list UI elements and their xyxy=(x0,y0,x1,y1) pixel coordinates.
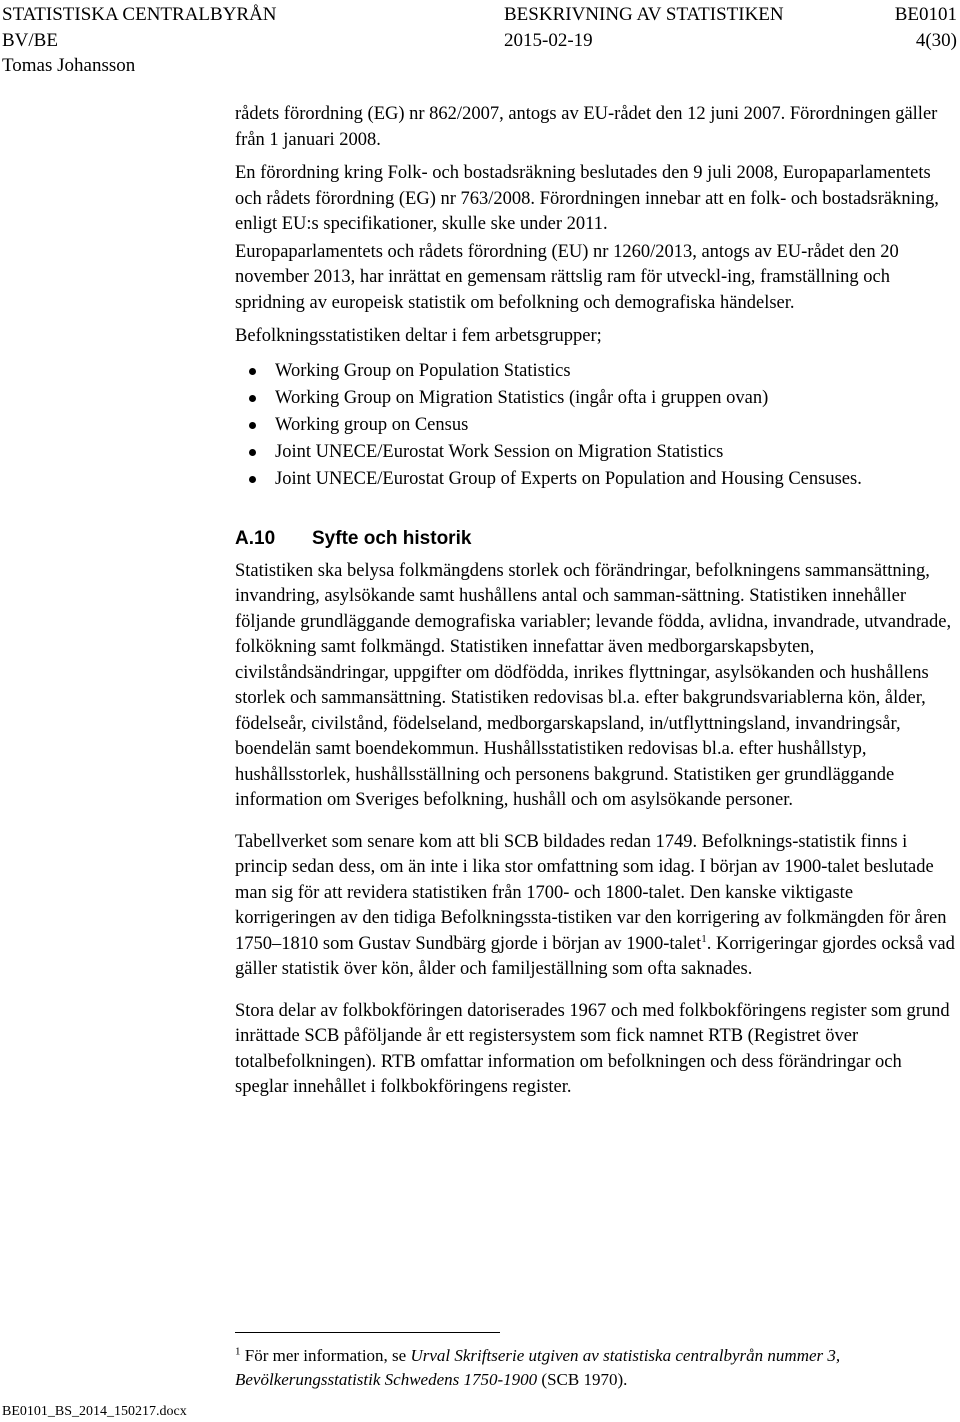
footnote-citation-title: Urval Skriftserie utgiven av statistiska centralbyrån nummer 3, Bevölkerungsstatistik Schwedens 1750-1900 xyxy=(235,1346,841,1389)
section-number: A.10 xyxy=(235,527,276,549)
bullet-icon xyxy=(249,476,256,483)
footnote: $^1$ För mer information, se Urval Skriftserie utgiven av statistiska centralbyrån nummer 3, Bevölkerungsstatistik Schwedens 1750-1900 (SCB 1970). xyxy=(235,1345,841,1389)
section-title: Syfte och historik xyxy=(312,527,472,549)
list-item: Working group on Census xyxy=(235,412,955,439)
header-org: STATISTISKA CENTRALBYRÅN xyxy=(2,4,277,25)
list-item: Joint UNECE/Eurostat Work Session on Migration Statistics xyxy=(235,439,955,466)
bullet-icon xyxy=(249,368,256,375)
footnote-reference[interactable]: 1 xyxy=(701,932,707,945)
header-date: 2015-02-19 xyxy=(504,30,593,51)
footer-filename: BE0101_BS_2014_150217.docx xyxy=(2,1404,187,1419)
paragraph-regulation-862: rådets förordning (EG) nr 862/2007, antogs av EU-rådet den 12 juni 2007. Förordningen gäller från 1 januari 2008. xyxy=(235,104,938,150)
paragraph-rtb-register: Stora delar av folkbokföringen datoriserades 1967 och med folkbokföringens register som grund inrättade SCB påföljande år ett registersystem som fick namnet RTB (Registret över totalbefolkningen). RTB omfattar information om befolkningen och dess förändringar och speglar innehållet i folkbokföringens register. xyxy=(235,1000,950,1097)
list-item: Working Group on Migration Statistics (ingår ofta i gruppen ovan) xyxy=(235,385,955,412)
paragraph-census-regulation: En förordning kring Folk- och bostadsräkning beslutades den 9 juli 2008, Europaparlamentets och rådets förordning (EG) nr 763/2008. Förordningen innebar att en folk- och bostadsräkning, enligt EU:s specifikationer, skulle ske under 2011. xyxy=(235,163,939,234)
working-groups-list xyxy=(235,358,955,493)
header-doc-code: BE0101 xyxy=(894,4,957,25)
bullet-icon xyxy=(249,449,256,456)
header-doc-type: BESKRIVNING AV STATISTIKEN xyxy=(504,4,784,25)
bullet-icon xyxy=(249,395,256,402)
footnote-number: 1 xyxy=(235,1345,241,1358)
paragraph-regulation-1260: Europaparlamentets och rådets förordning (EU) nr 1260/2013, antogs av EU-rådet den 20 november 2013, har inrättat en gemensam rättslig ram för utveckl-ing, framställning och spridning av europeisk statistik om befolkning och demografiska händelser. xyxy=(235,241,899,313)
list-item: Joint UNECE/Eurostat Group of Experts on Population and Housing Censuses. xyxy=(235,466,955,493)
header-author: Tomas Johansson xyxy=(2,55,136,76)
section-heading xyxy=(235,527,955,551)
header-page-number: 4(30) xyxy=(915,30,957,51)
footnote-separator xyxy=(235,1332,500,1333)
paragraph-purpose: Statistiken ska belysa folkmängdens storlek och förändringar, befolkningens sammansättning, invandring, asylsökande samt hushållens antal och samman-sättning. Statistiken innehåller följande grundläggande demografiska variabler; levande födda, avlidna, invandrade, utvandrade, folkökning samt folkmängd. Statistiken innefattar även medborgarskapsbyten, civilståndsändringar, uppgifter om dödfödda, inrikes flyttningar, asylsökanden och hushållens storlek och sammansättning. Statistiken redovisas bl.a. efter bakgrundsvariablerna kön, ålder, födelseår, civilstånd, födelseland, medborgarskapsland, in/utflyttningsland, invandringsår, boendelän samt boendekommun. Hushållsstatistiken redovisas bl.a. efter hushållstyp, hushållsstorlek, hushållsställning och personens bakgrund. Statistiken ger grundläggande information om Sveriges befolkning, hushåll och om asylsökande personer. xyxy=(235,560,952,810)
document-body xyxy=(235,102,955,1117)
list-item: Working Group on Population Statistics xyxy=(235,358,955,385)
bullet-icon xyxy=(249,422,256,429)
header-unit: BV/BE xyxy=(2,30,58,51)
paragraph-working-groups-intro: Befolkningsstatistiken deltar i fem arbetsgrupper; xyxy=(235,326,602,346)
paragraph-history: Tabellverket som senare kom att bli SCB bildades redan 1749. Befolknings-statistik finns i princip sedan dess, om än inte i lika stor omfattning som idag. I början av 1900-talet beslutade man sig för att revidera statistiken från 1700- och 1800-talet. Den kanske viktigaste korrigeringen av den tidiga Befolkningssta-tistiken var den korrigering av folkmängden för åren 1750–1810 som Gustav Sundbärg gjorde i början av 1900-talet$^1$. Korrigeringar gjordes också vad gäller statistik över kön, ålder och familjeställning som ofta saknades. xyxy=(235,831,955,979)
